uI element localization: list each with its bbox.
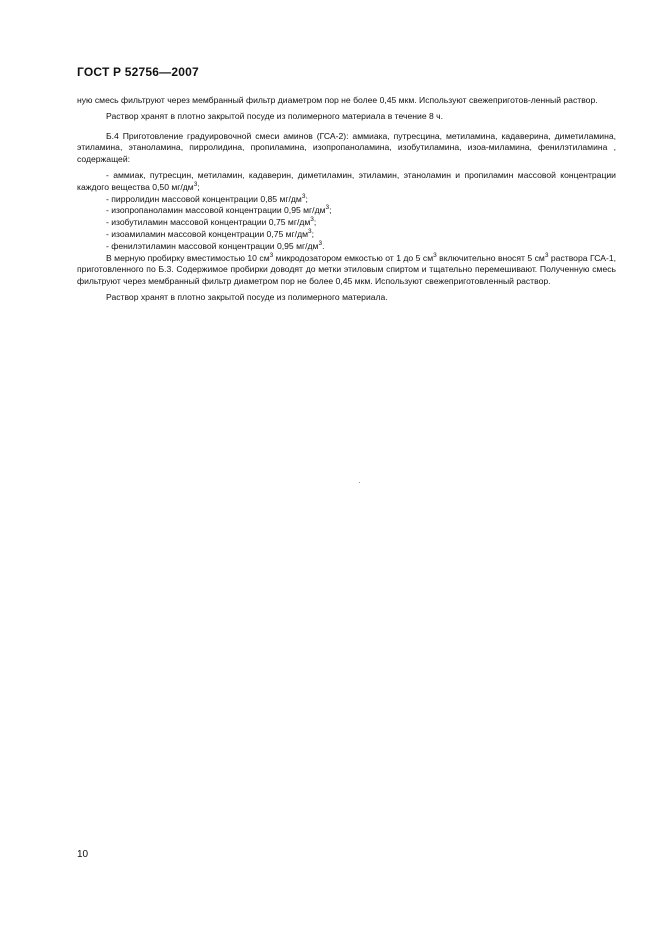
list-item: - изопропаноламин массовой концентрации 0,95 $мг/дм^3$; [106, 204, 332, 216]
document-header: ГОСТ Р 52756—2007 [77, 65, 199, 79]
paragraph-mix-preparation: В мерную пробирку вместимостью 10 $см^3$ микродозатором емкостью от 1 до 5 $см^3$ включительно вносят 5 $см^3$ раствора ГСА-1, приготовленного по Б.3. Содержимое пробирки доводят до метки этиловым спиртом и тщательно перемешивают. Полученную смесь фильтруют через мембранный фильтр диаметром пор не более 0,45 мкм. Используют свежеприготовленный раствор. [77, 251, 616, 287]
paragraph-storage-8h: Раствор хранят в плотно закрытой посуде из полимерного материала в течение 8 ч. [106, 110, 444, 121]
paragraph-section-b4: Б.4 Приготовление градуировочной смеси аминов (ГСА-2): аммиака, путресцина, метиламина, кадаверина, диметиламина, этиламина, этаноламина, пирролидина, пропиламина, изопропаноламина, изобутиламина, изоа-миламина, фенилэтиламина , содержащей: [77, 130, 616, 165]
document-body [77, 95, 616, 304]
list-item: - пирролидин массовой концентрации 0,85 $мг/дм^3$; [106, 192, 308, 204]
paragraph-storage: Раствор хранят в плотно закрытой посуде из полимерного материала. [106, 291, 388, 302]
list-item: - изобутиламин массовой концентрации 0,75 $мг/дм^3$; [106, 216, 317, 228]
list-item: - фенилэтиламин массовой концентрации 0,95 $мг/дм^3$. [106, 239, 325, 251]
list-item: - изоамиламин массовой концентрации 0,75 $мг/дм^3$; [106, 228, 315, 239]
paragraph-continuation: ную смесь фильтруют через мембранный фильтр диаметром пор не более 0,45 мкм. Используют свежеприготов-ленный раствор. [77, 95, 598, 105]
page-number: 10 [77, 849, 89, 860]
scan-speck [359, 482, 360, 483]
list-item: - аммиак, путресцин, метиламин, кадаверин, диметиламин, этиламин, этаноламин и пропиламин массовой концентрации каждого вещества 0,50 $мг/дм^3$; [77, 169, 616, 192]
